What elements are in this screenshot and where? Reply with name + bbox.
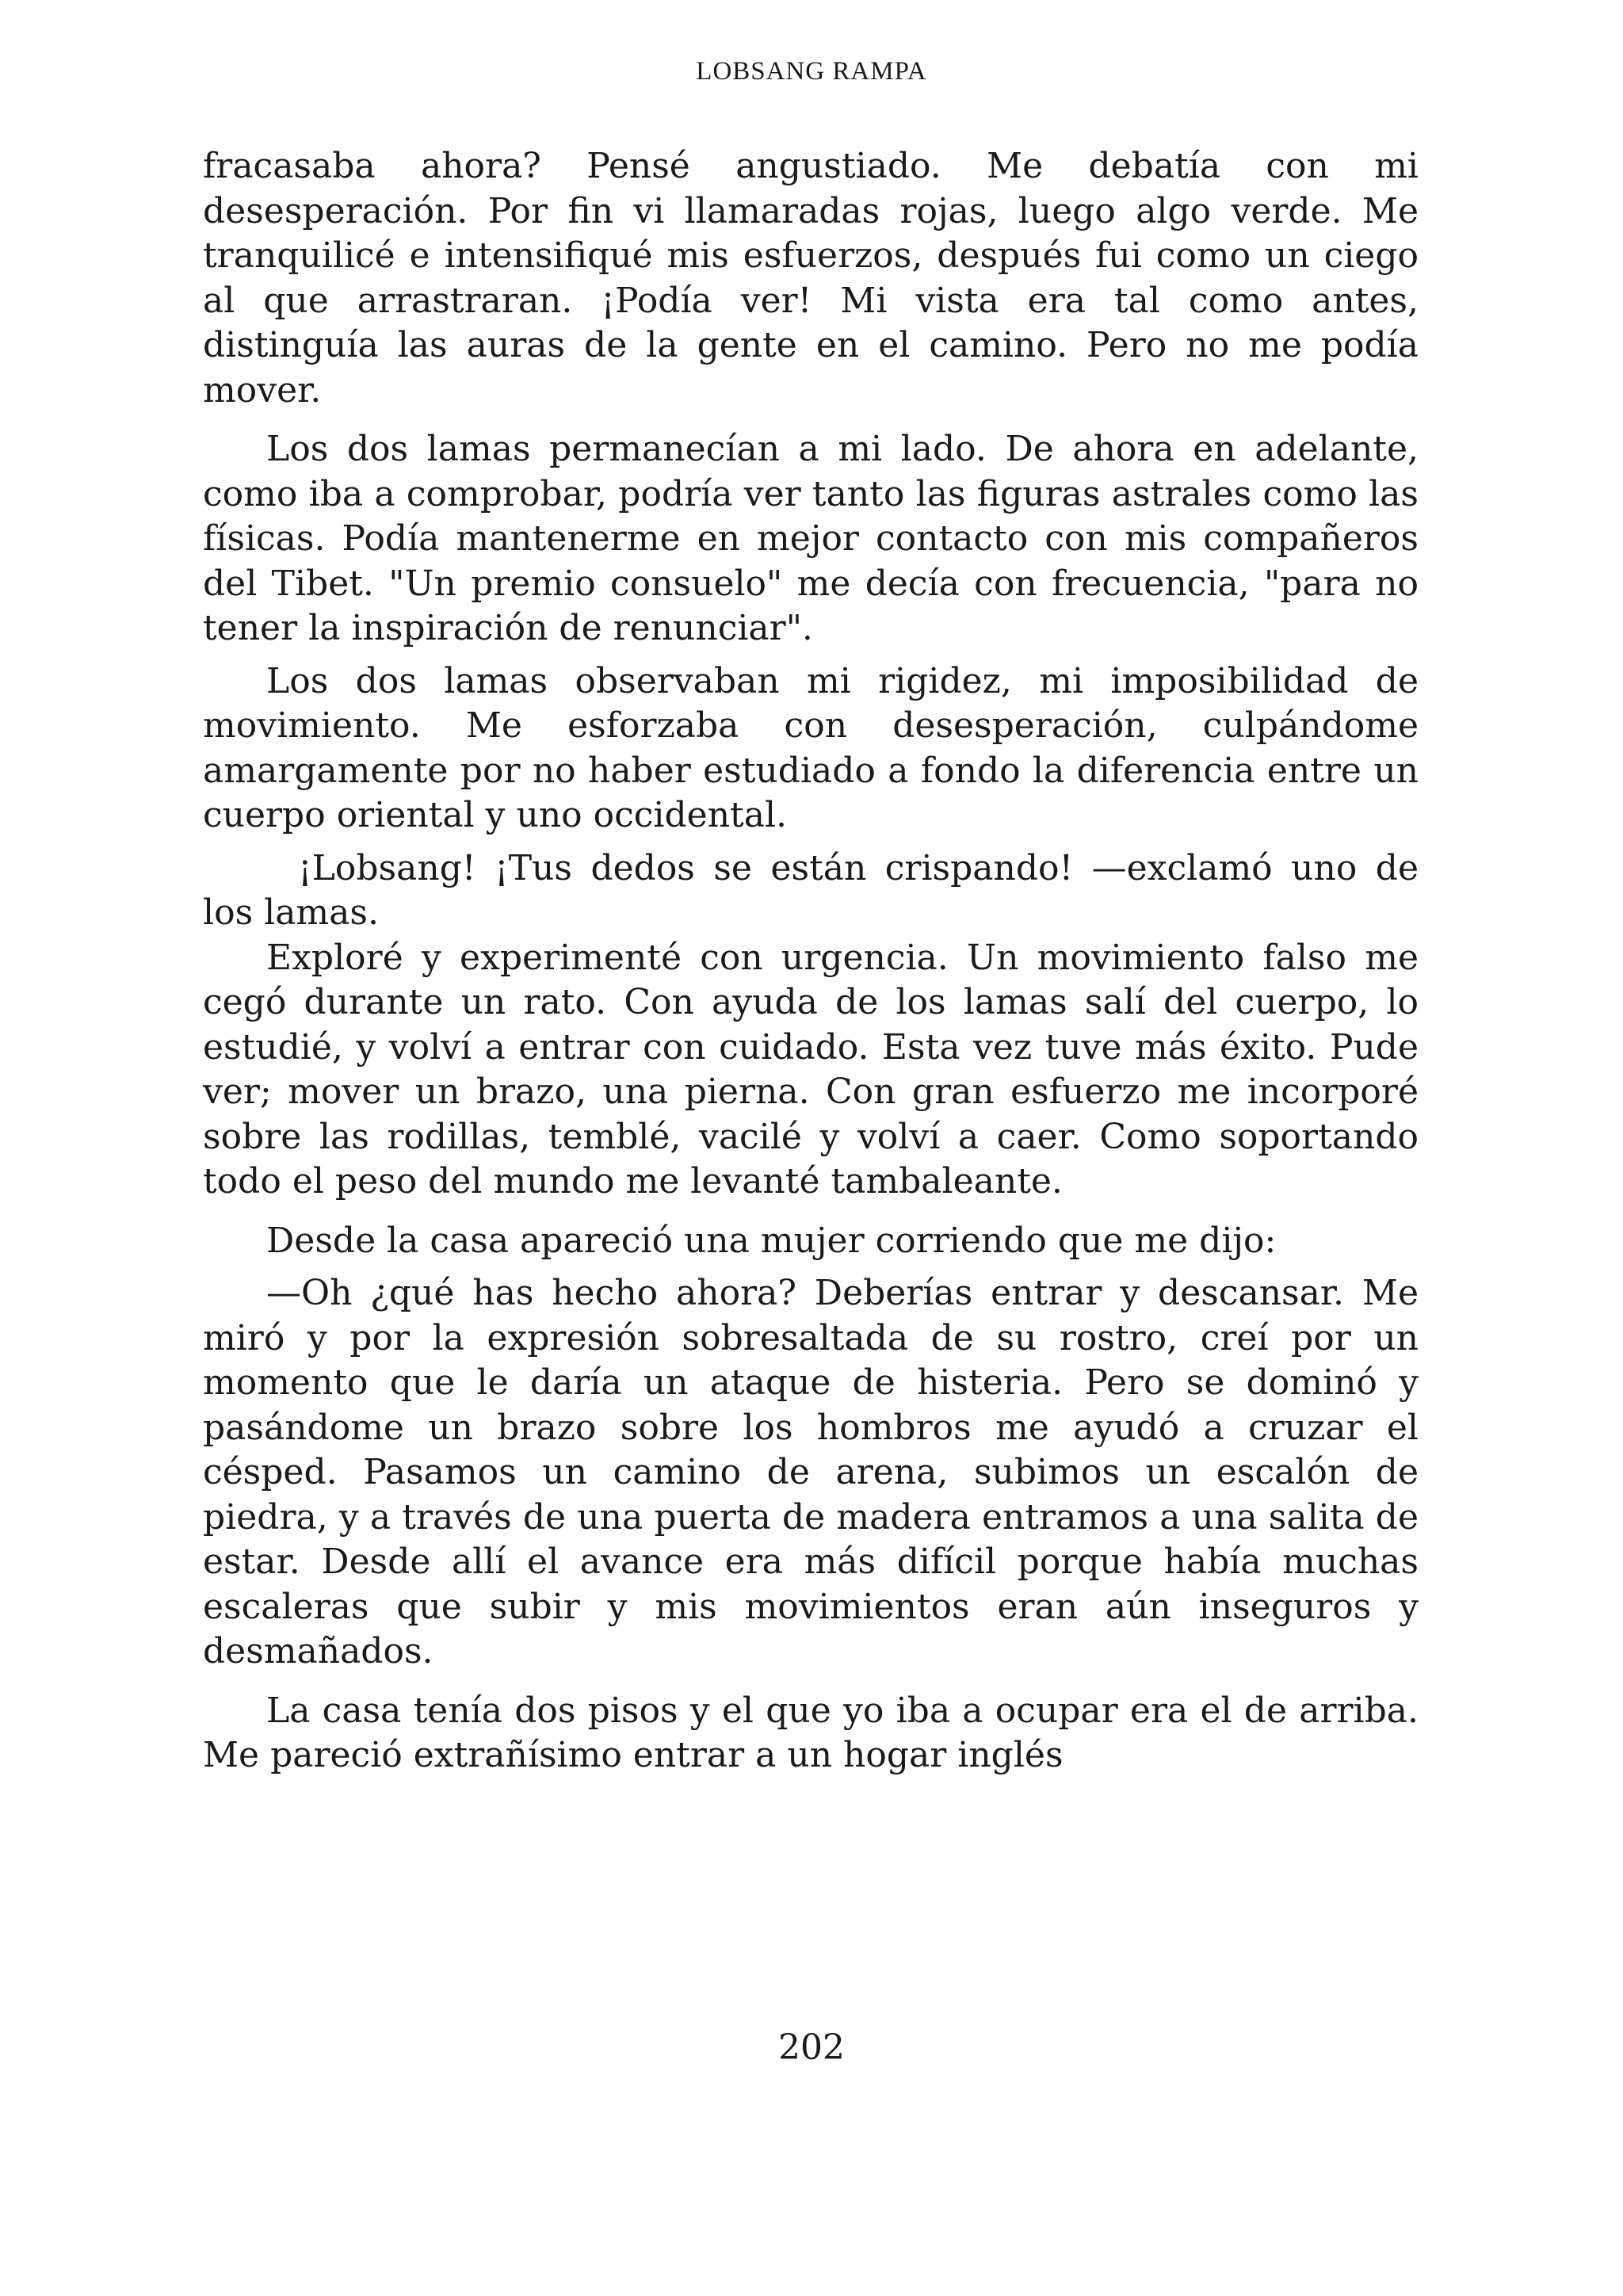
paragraph-6: Desde la casa apareció una mujer corriendo que me dijo: [266,1220,1277,1261]
page-body [203,144,1419,1778]
paragraph-1: fracasaba ahora? Pensé angustiado. Me debatía con mi desesperación. Por fin vi llamaradas rojas, luego algo verde. Me tranquilicé e intensifiqué mis esfuerzos, después fui como un ciego al que arrastraran. ¡Podía ver! Mi vista era tal como antes, distinguía las auras de la gente en el camino. Pero no me podía mover. [203,146,1419,411]
paragraph-5: Exploré y experimenté con urgencia. Un movimiento falso me cegó durante un rato. Con ayuda de los lamas salí del cuerpo, lo estudié, y volví a entrar con cuidado. Esta vez tuve más éxito. Pude ver; mover un brazo, una pierna. Con gran esfuerzo me incorporé sobre las rodillas, temblé, vacilé y volví a caer. Como soportando todo el peso del mundo me levanté tambaleante. [203,937,1419,1201]
running-header: LOBSANG RAMPA [696,57,927,86]
paragraph-7-dialogue: —Oh ¿qué has hecho ahora? Deberías entrar y descansar. Me miró y por la expresión sobresaltada de su rostro, creí por un momento que le daría un ataque de histeria. Pero se dominó y pasándome un brazo sobre los hombros me ayudó a cruzar el césped. Pasamos un camino de arena, subimos un escalón de piedra, y a través de una puerta de madera entramos a una salita de estar. Desde allí el avance era más difícil porque había muchas escaleras que subir y mis movimientos eran aún inseguros y desmañados. [203,1273,1419,1671]
paragraph-4-dialogue: ¡Lobsang! ¡Tus dedos se están crispando! —exclamó uno de los lamas. [203,847,1419,933]
paragraph-2: Los dos lamas permanecían a mi lado. De ahora en adelante, como iba a comprobar, podría ver tanto las figuras astrales como las físicas. Podía mantenerme en mejor contacto con mis compañeros del Tibet. "Un premio consuelo" me decía con frecuencia, "para no tener la inspiración de renunciar". [203,429,1419,648]
page-number: 202 [778,2027,845,2068]
paragraph-3: Los dos lamas observaban mi rigidez, mi imposibilidad de movimiento. Me esforzaba con desesperación, culpándome amargamente por no haber estudiado a fondo la diferencia entre un cuerpo oriental y uno occidental. [203,660,1419,835]
paragraph-8: La casa tenía dos pisos y el que yo iba a ocupar era el de arriba. Me pareció extrañísimo entrar a un hogar inglés [203,1690,1419,1775]
